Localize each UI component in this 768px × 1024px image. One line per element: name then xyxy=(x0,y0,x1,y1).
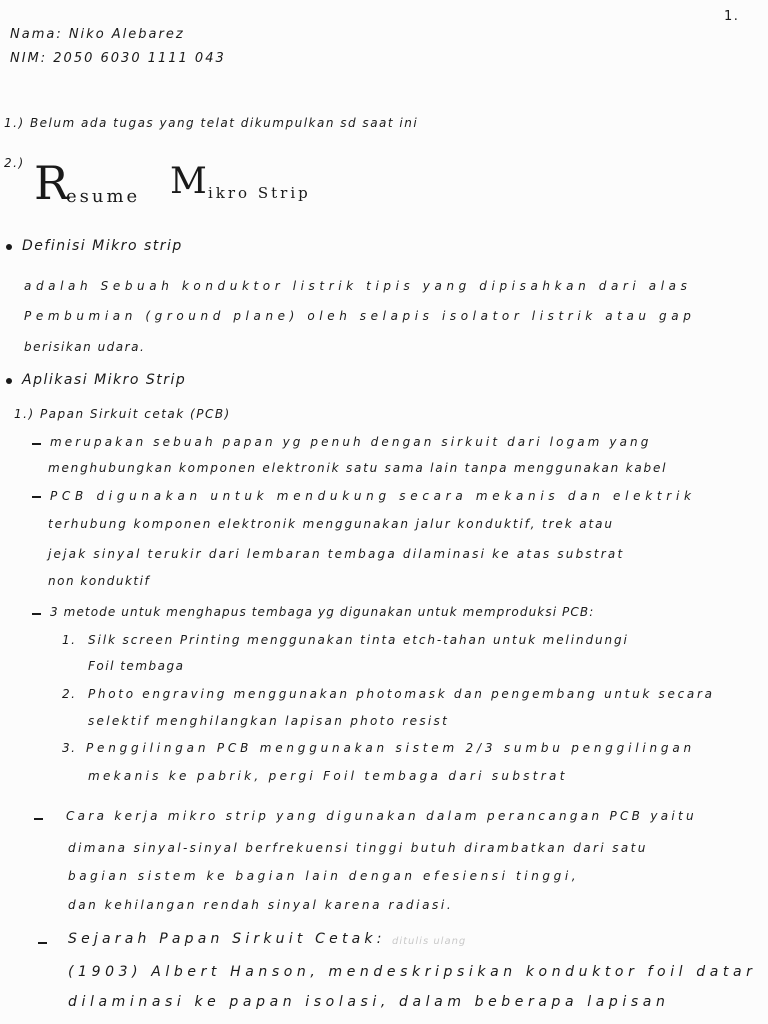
bullet-icon xyxy=(6,244,12,250)
pcb-paragraph-line: non konduktif xyxy=(48,574,151,588)
sejarah-line: (1903) Albert Hanson, mendeskripsikan konduktor foil datar xyxy=(68,964,757,980)
question-2-number: 2.) xyxy=(4,156,25,170)
pcb-paragraph-line: terhubung komponen elektronik menggunakan jalur konduktif, trek atau xyxy=(48,517,614,531)
title-mikro-initial: M xyxy=(170,161,210,202)
title-resume-initial: R xyxy=(34,156,72,210)
dash-icon xyxy=(32,613,41,615)
faint-writing: ditulis ulang xyxy=(392,936,467,947)
method-line: Silk screen Printing menggunakan tinta etch-tahan untuk melindungi xyxy=(88,633,629,647)
aplikasi-heading: Aplikasi Mikro Strip xyxy=(22,372,187,388)
title-mikro-rest: ikro Strip xyxy=(208,184,311,202)
pcb-paragraph-line: PCB digunakan untuk mendukung secara mekanis dan elektrik xyxy=(50,489,696,503)
page-number: 1. xyxy=(724,9,740,24)
method-line: selektif menghilangkan lapisan photo resist xyxy=(88,714,450,728)
definisi-line: Pembumian (ground plane) oleh selapis isolator listrik atau gap xyxy=(24,309,696,323)
pcb-paragraph-line: menghubungkan komponen elektronik satu sama lain tanpa menggunakan kabel xyxy=(48,461,668,475)
method-number: 2. xyxy=(62,687,77,701)
method-line: Foil tembaga xyxy=(88,659,185,673)
dash-icon xyxy=(38,942,47,944)
method-line: Photo engraving menggunakan photomask dan pengembang untuk secara xyxy=(88,687,715,701)
cara-kerja-line: dan kehilangan rendah sinyal karena radiasi. xyxy=(68,898,454,912)
definisi-line: adalah Sebuah konduktor listrik tipis yang dipisahkan dari alas xyxy=(24,279,692,293)
sejarah-line: dilaminasi ke papan isolasi, dalam beberapa lapisan xyxy=(68,994,670,1010)
student-name: Nama: Niko Alebarez xyxy=(10,27,185,42)
pcb-paragraph-line: jejak sinyal terukir dari lembaran tembaga dilaminasi ke atas substrat xyxy=(48,547,625,561)
student-nim: NIM: 2050 6030 1111 043 xyxy=(10,51,226,66)
cara-kerja-line: Cara kerja mikro strip yang digunakan dalam perancangan PCB yaitu xyxy=(66,809,697,823)
title-resume-rest: esume xyxy=(66,186,141,207)
methods-intro: 3 metode untuk menghapus tembaga yg digunakan untuk memproduksi PCB: xyxy=(50,605,595,619)
bullet-icon xyxy=(6,378,12,384)
method-number: 1. xyxy=(62,633,77,647)
definisi-heading: Definisi Mikro strip xyxy=(22,238,183,254)
method-number: 3. xyxy=(62,741,77,755)
dash-icon xyxy=(32,496,41,498)
cara-kerja-line: bagian sistem ke bagian lain dengan efesiensi tinggi, xyxy=(68,869,580,883)
method-line: Penggilingan PCB menggunakan sistem 2/3 sumbu penggilingan xyxy=(86,741,695,755)
dash-icon xyxy=(34,818,43,820)
dash-icon xyxy=(32,443,41,445)
method-line: mekanis ke pabrik, pergi Foil tembaga dari substrat xyxy=(88,769,568,783)
sejarah-heading: Sejarah Papan Sirkuit Cetak: xyxy=(68,931,386,947)
aplikasi-subheading-pcb: 1.) Papan Sirkuit cetak (PCB) xyxy=(14,407,231,421)
cara-kerja-line: dimana sinyal-sinyal berfrekuensi tinggi butuh dirambatkan dari satu xyxy=(68,841,648,855)
answer-1: 1.) Belum ada tugas yang telat dikumpulkan sd saat ini xyxy=(4,116,419,130)
pcb-paragraph-line: merupakan sebuah papan yg penuh dengan sirkuit dari logam yang xyxy=(50,435,652,449)
definisi-line: berisikan udara. xyxy=(24,340,146,354)
